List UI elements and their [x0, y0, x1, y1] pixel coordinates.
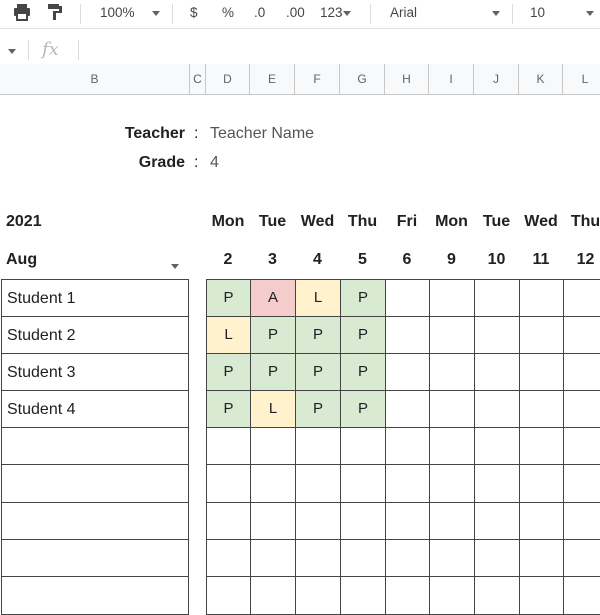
attendance-cell[interactable] [474, 279, 520, 317]
column-header-k[interactable]: K [519, 64, 563, 94]
attendance-cell[interactable] [206, 539, 251, 577]
empty-name-cell[interactable] [1, 464, 189, 503]
day-of-week-label: Tue [258, 213, 287, 230]
column-header-g[interactable]: G [340, 64, 385, 94]
student-name: Student 4 [7, 401, 76, 418]
attendance-cell[interactable] [385, 279, 430, 317]
formula-bar [0, 36, 600, 65]
empty-name-cell[interactable] [1, 539, 189, 577]
student-name-cell[interactable] [1, 390, 189, 428]
attendance-cell[interactable] [340, 502, 386, 540]
attendance-cell[interactable] [474, 464, 520, 503]
attendance-cell[interactable] [563, 353, 600, 391]
column-header-f[interactable]: F [295, 64, 340, 94]
attendance-cell[interactable] [206, 576, 251, 615]
zoom-value: 100% [100, 5, 135, 20]
attendance-cell[interactable] [295, 576, 341, 615]
column-header-i[interactable]: I [429, 64, 474, 94]
column-header-b[interactable]: B [0, 64, 190, 94]
grade-colon: : [194, 154, 199, 171]
year-label: 2021 [6, 213, 42, 230]
attendance-cell[interactable] [474, 316, 520, 354]
date-label: 12 [576, 251, 595, 268]
fx-icon: fx [42, 39, 59, 60]
attendance-cell[interactable] [429, 353, 475, 391]
attendance-cell[interactable]: P [340, 353, 386, 391]
more-formats-label: 123 [320, 5, 343, 20]
attendance-cell[interactable] [385, 576, 430, 615]
attendance-cell[interactable]: L [206, 316, 251, 354]
attendance-cell[interactable]: P [340, 279, 386, 317]
attendance-cell[interactable] [563, 427, 600, 465]
date-label: 4 [313, 251, 322, 268]
day-of-week-label: Fri [396, 213, 418, 230]
attendance-cell[interactable] [519, 502, 564, 540]
attendance-cell[interactable] [474, 390, 520, 428]
attendance-cell[interactable] [519, 316, 564, 354]
month-select[interactable]: Aug [6, 251, 38, 268]
decrease-decimal-label: .0 [254, 5, 266, 20]
attendance-cell[interactable] [474, 353, 520, 391]
attendance-cell[interactable] [519, 390, 564, 428]
attendance-cell[interactable]: P [340, 316, 386, 354]
attendance-cell[interactable] [519, 427, 564, 465]
column-header-h[interactable]: H [385, 64, 429, 94]
attendance-cell[interactable] [519, 576, 564, 615]
attendance-cell[interactable] [385, 502, 430, 540]
attendance-cell[interactable]: P [295, 316, 341, 354]
attendance-cell[interactable] [519, 279, 564, 317]
empty-name-cell[interactable] [1, 502, 189, 540]
font-size-value: 10 [530, 5, 546, 20]
date-label: 5 [358, 251, 367, 268]
attendance-cell[interactable] [474, 539, 520, 577]
name-box-dropdown[interactable] [8, 43, 16, 61]
date-label: 6 [402, 251, 412, 268]
attendance-cell[interactable] [429, 576, 475, 615]
attendance-cell[interactable] [429, 316, 475, 354]
attendance-cell[interactable] [295, 427, 341, 465]
attendance-cell[interactable] [250, 539, 296, 577]
attendance-cell[interactable]: A [250, 279, 296, 317]
column-header-c[interactable]: C [190, 64, 206, 94]
attendance-cell[interactable] [295, 539, 341, 577]
grade-label: Grade [138, 154, 185, 171]
empty-name-cell[interactable] [1, 427, 189, 465]
column-header-e[interactable]: E [250, 64, 295, 94]
attendance-cell[interactable] [429, 502, 475, 540]
attendance-cell[interactable]: P [206, 279, 251, 317]
attendance-cell[interactable]: P [250, 353, 296, 391]
attendance-cell[interactable] [250, 576, 296, 615]
attendance-cell[interactable] [385, 464, 430, 503]
attendance-cell[interactable] [385, 390, 430, 428]
attendance-cell[interactable] [340, 464, 386, 503]
attendance-cell[interactable] [295, 502, 341, 540]
attendance-cell[interactable] [563, 390, 600, 428]
date-label: 10 [487, 251, 506, 268]
attendance-cell[interactable] [429, 539, 475, 577]
date-label: 3 [268, 251, 277, 268]
attendance-cell[interactable]: L [250, 390, 296, 428]
day-of-week-label: Tue [482, 213, 511, 230]
grade-value[interactable]: 4 [210, 154, 219, 171]
student-name-cell[interactable] [1, 316, 189, 354]
empty-name-cell[interactable] [1, 576, 189, 615]
chevron-down-icon [8, 49, 16, 54]
attendance-cell[interactable] [385, 316, 430, 354]
percent-format-button[interactable]: % [222, 5, 235, 20]
attendance-cell[interactable]: P [340, 390, 386, 428]
attendance-cell[interactable] [429, 464, 475, 503]
font-size-select[interactable] [530, 3, 594, 23]
paint-format-icon[interactable] [46, 3, 64, 23]
column-header-l[interactable]: L [563, 64, 600, 94]
attendance-cell[interactable] [563, 316, 600, 354]
attendance-cell[interactable] [563, 576, 600, 615]
attendance-cell[interactable] [206, 464, 251, 503]
attendance-cell[interactable]: P [250, 316, 296, 354]
student-name: Student 1 [7, 290, 76, 307]
attendance-cell[interactable] [250, 427, 296, 465]
attendance-cell[interactable] [563, 539, 600, 577]
attendance-cell[interactable] [563, 502, 600, 540]
attendance-cell[interactable] [385, 353, 430, 391]
font-select[interactable] [390, 3, 500, 23]
attendance-cell[interactable] [340, 576, 386, 615]
attendance-cell[interactable] [295, 464, 341, 503]
teacher-label: Teacher [124, 125, 185, 142]
attendance-cell[interactable] [474, 502, 520, 540]
date-label: 11 [532, 251, 550, 268]
formula-input[interactable] [80, 38, 598, 62]
decrease-decimal-button[interactable] [254, 3, 265, 23]
attendance-cell[interactable]: P [206, 353, 251, 391]
attendance-cell[interactable] [250, 464, 296, 503]
attendance-cell[interactable] [206, 502, 251, 540]
more-formats-button[interactable] [320, 3, 351, 23]
attendance-cell[interactable] [519, 539, 564, 577]
column-header-j[interactable]: J [474, 64, 519, 94]
day-of-week-label: Wed [524, 213, 558, 230]
day-of-week-label: Mon [435, 213, 468, 230]
zoom-select[interactable] [100, 3, 160, 23]
attendance-cell[interactable] [563, 464, 600, 503]
student-name: Student 2 [7, 327, 76, 344]
attendance-cell[interactable] [340, 539, 386, 577]
attendance-cell[interactable]: P [295, 353, 341, 391]
attendance-cell[interactable] [206, 427, 251, 465]
teacher-name[interactable]: Teacher Name [210, 125, 315, 142]
currency-format-button[interactable]: $ [190, 5, 198, 20]
student-name: Student 3 [7, 364, 76, 381]
day-of-week-label: Thu [347, 213, 378, 230]
attendance-cell[interactable] [429, 279, 475, 317]
print-icon[interactable] [12, 3, 32, 23]
chevron-down-icon [171, 264, 179, 269]
month-dropdown-icon[interactable] [171, 258, 179, 276]
increase-decimal-button[interactable] [286, 3, 305, 23]
attendance-cell[interactable]: L [295, 279, 341, 317]
attendance-cell[interactable] [429, 390, 475, 428]
attendance-cell[interactable] [429, 427, 475, 465]
student-name-cell[interactable] [1, 353, 189, 391]
increase-decimal-label: .00 [286, 5, 305, 20]
column-header-d[interactable]: D [206, 64, 250, 94]
attendance-cell[interactable] [250, 502, 296, 540]
attendance-cell[interactable] [519, 353, 564, 391]
attendance-cell[interactable] [385, 539, 430, 577]
attendance-cell[interactable]: P [295, 390, 341, 428]
chevron-down-icon [492, 11, 500, 16]
date-label: 9 [447, 251, 456, 268]
attendance-cell[interactable] [474, 576, 520, 615]
day-of-week-label: Thu [570, 213, 600, 230]
attendance-cell[interactable] [340, 427, 386, 465]
day-of-week-label: Wed [300, 213, 335, 230]
chevron-down-icon [343, 11, 351, 16]
day-of-week-label: Mon [211, 213, 245, 230]
attendance-cell[interactable] [474, 427, 520, 465]
attendance-cell[interactable] [563, 279, 600, 317]
attendance-cell[interactable] [519, 464, 564, 503]
attendance-cell[interactable]: P [206, 390, 251, 428]
font-value: Arial [390, 5, 418, 20]
chevron-down-icon [152, 11, 160, 16]
attendance-cell[interactable] [385, 427, 430, 465]
date-label: 2 [223, 251, 233, 268]
chevron-down-icon [586, 11, 594, 16]
student-name-cell[interactable] [1, 279, 189, 317]
toolbar [0, 0, 600, 29]
teacher-colon: : [194, 125, 199, 142]
